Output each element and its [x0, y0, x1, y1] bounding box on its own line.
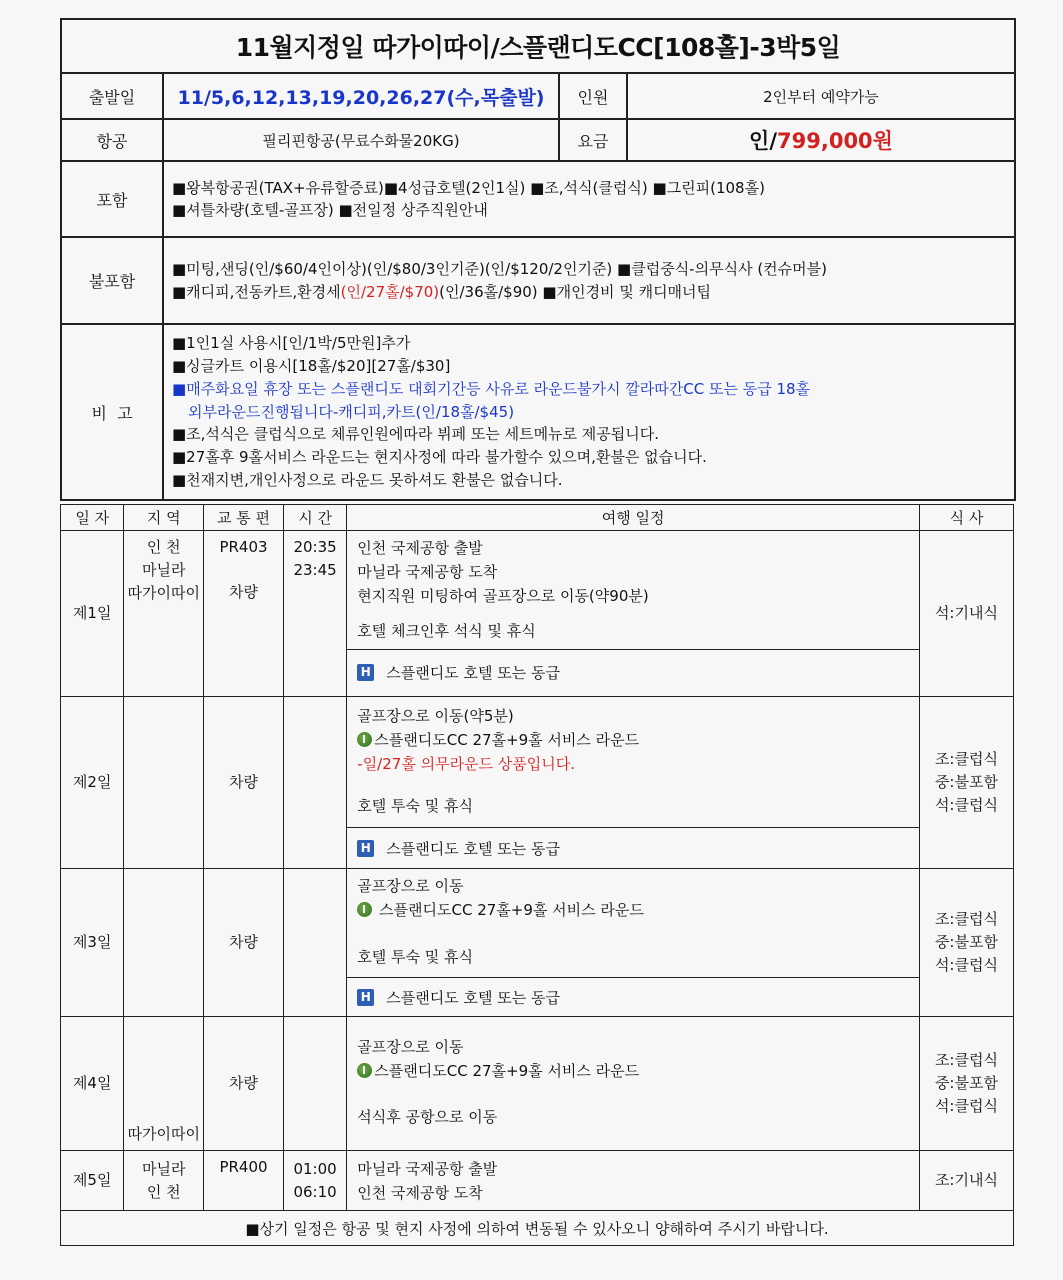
- time: 06:10: [293, 1182, 337, 1201]
- price: [627, 119, 1015, 161]
- itinerary-line: 호텔 투숙 및 휴식: [357, 797, 474, 815]
- included-items: [163, 161, 1015, 237]
- hotel-name: 스플랜디도 호텔 또는 동급: [386, 839, 560, 858]
- fee-label: 요금: [559, 119, 627, 161]
- region: 따가이따이: [127, 584, 200, 602]
- day-label: 제5일: [61, 1151, 124, 1211]
- time-cell: [283, 697, 346, 869]
- meal: 중:불포함: [934, 1074, 998, 1092]
- hotel-icon: H: [357, 989, 374, 1006]
- itinerary-line: 석식후 공항으로 이동: [357, 1108, 498, 1126]
- itinerary-line: [347, 898, 919, 922]
- meal: 조:기내식: [934, 1171, 998, 1189]
- transport: 차량: [229, 583, 258, 601]
- transport-cell: [204, 869, 284, 1017]
- departure-dates: 11/5,6,12,13,19,20,26,27(수,목출발): [163, 73, 559, 119]
- flight-number: PR400: [219, 1158, 268, 1176]
- region-cell: [124, 531, 204, 697]
- golf-round-text: 스플랜디도CC 27홀+9홀 서비스 라운드: [374, 1062, 640, 1080]
- page-title: 11월지정일 따가이따이/스플랜디도CC[108홀]-3박5일: [61, 19, 1015, 73]
- region-cell: [124, 697, 204, 869]
- hotel-icon: H: [357, 664, 374, 681]
- hotel-line: [347, 977, 919, 1016]
- itinerary-cell: [347, 1017, 920, 1151]
- remark-line: ■조,석식은 클럽식으로 체류인원에따라 뷔페 또는 세트메뉴로 제공됩니다.: [172, 425, 660, 444]
- header-transport: 교 통 편: [204, 505, 284, 531]
- region-cell: [124, 1151, 204, 1211]
- meal: 석:기내식: [934, 604, 998, 622]
- schedule-table: [60, 504, 1014, 1246]
- region: 마닐라: [142, 561, 186, 579]
- remarks-items: [163, 324, 1015, 500]
- golf-icon: [357, 1063, 372, 1078]
- excluded-fee-red: (인/27홀/$70): [340, 282, 440, 301]
- remark-bullet: ■: [172, 379, 187, 398]
- day-label: 제2일: [61, 697, 124, 869]
- itinerary-line: 호텔 체크인후 석식 및 휴식: [357, 622, 536, 640]
- time-cell: [283, 1151, 346, 1211]
- airline-label: 항공: [61, 119, 163, 161]
- itinerary-line: 마닐라 국제공항 도착: [357, 563, 498, 581]
- people-value: 2인부터 예약가능: [627, 73, 1015, 119]
- transport-cell: [204, 1151, 284, 1211]
- excluded-line: ■미팅,샌딩(인/$60/4인이상)(인/$80/3인기준)(인/$120/2인기준) ■클럽중식-의무식사 (컨슈머블): [172, 260, 827, 278]
- meal: 석:클럽식: [934, 796, 998, 814]
- meal: 중:불포함: [934, 933, 998, 951]
- time: 20:35: [293, 538, 337, 556]
- info-table: [60, 18, 1016, 501]
- golf-icon: [357, 902, 372, 917]
- region-cell: [124, 869, 204, 1017]
- header-itinerary: 여행 일정: [347, 505, 920, 531]
- time: 23:45: [293, 561, 337, 579]
- transport-cell: [204, 1017, 284, 1151]
- itinerary-cell: [347, 531, 920, 697]
- remark-line: ■27홀후 9홀서비스 라운드는 현지사정에 따라 불가할수 있으며,환불은 없습니다.: [172, 448, 707, 467]
- excluded-text: (인/36홀/$90) ■개인경비 및 캐디매너팁: [439, 282, 712, 301]
- itinerary-cell: [347, 1151, 920, 1211]
- transport: 차량: [229, 773, 258, 791]
- excluded-items: [163, 237, 1015, 324]
- time-cell: [283, 1017, 346, 1151]
- itinerary-line: 현지직원 미팅하여 골프장으로 이동(약90분): [357, 587, 649, 605]
- header-region: 지 역: [124, 505, 204, 531]
- remarks-label: 비 고: [61, 324, 163, 500]
- day-label: 제3일: [61, 869, 124, 1017]
- header-meal: 식 사: [919, 505, 1013, 531]
- time: 01:00: [293, 1159, 337, 1178]
- itinerary-line: 호텔 투숙 및 휴식: [357, 948, 474, 966]
- golf-round-text: 스플랜디도CC 27홀+9홀 서비스 라운드: [374, 731, 640, 749]
- remark-line: ■싱글카트 이용시[18홀/$20][27홀/$30]: [172, 357, 451, 375]
- hotel-icon: H: [357, 840, 374, 857]
- itinerary-note-red: -일/27홀 의무라운드 상품입니다.: [357, 755, 576, 773]
- itinerary-line: 골프장으로 이동: [357, 877, 464, 895]
- transport: 차량: [229, 933, 258, 951]
- excluded-line: [172, 281, 1006, 304]
- itinerary-line: 골프장으로 이동: [357, 1038, 464, 1056]
- meal-cell: [919, 1017, 1013, 1151]
- footer-note: ■상기 일정은 항공 및 현지 사정에 의하여 변동될 수 있사오니 양해하여 주시기 바랍니다.: [61, 1211, 1014, 1246]
- region-cell: [124, 1017, 204, 1151]
- time-cell: [283, 869, 346, 1017]
- itinerary-line: 마닐라 국제공항 출발: [357, 1159, 498, 1178]
- golf-icon: [357, 732, 372, 747]
- excluded-text: ■캐디피,전동카트,환경세: [172, 282, 341, 301]
- region: 인 천: [146, 538, 181, 556]
- remark-line-blue: [172, 378, 1006, 401]
- hotel-name: 스플랜디도 호텔 또는 동급: [386, 988, 560, 1007]
- meal: 조:클럽식: [934, 1051, 998, 1069]
- hotel-line: [347, 649, 919, 694]
- region: 마닐라: [142, 1159, 186, 1178]
- hotel-name: 스플랜디도 호텔 또는 동급: [386, 663, 560, 682]
- golf-round-text: 스플랜디도CC 27홀+9홀 서비스 라운드: [374, 901, 644, 919]
- day-row: [61, 1151, 1014, 1211]
- included-label: 포함: [61, 161, 163, 237]
- meal-cell: [919, 1151, 1013, 1211]
- price-prefix: 인/: [749, 129, 778, 153]
- itinerary-cell: [347, 697, 920, 869]
- departure-label: 출발일: [61, 73, 163, 119]
- day-row: [61, 531, 1014, 697]
- header-day: 일 자: [61, 505, 124, 531]
- meal: 조:클럽식: [934, 750, 998, 768]
- itinerary-cell: [347, 869, 920, 1017]
- day-row: [61, 697, 1014, 869]
- region: 인 천: [146, 1182, 181, 1201]
- time-cell: [283, 531, 346, 697]
- day-label: 제1일: [61, 531, 124, 697]
- flight-number: PR403: [219, 538, 268, 556]
- region: 따가이따이: [127, 1125, 200, 1143]
- hotel-line: [347, 827, 919, 868]
- day-row: [61, 869, 1014, 1017]
- meal: 중:불포함: [934, 773, 998, 791]
- day-label: 제4일: [61, 1017, 124, 1151]
- meal: 석:클럽식: [934, 1097, 998, 1115]
- header-time: 시 간: [283, 505, 346, 531]
- itinerary-line: 인천 국제공항 도착: [357, 1183, 483, 1202]
- price-amount: 799,000원: [777, 129, 893, 153]
- transport-cell: [204, 697, 284, 869]
- itinerary-line: 인천 국제공항 출발: [357, 539, 483, 557]
- people-label: 인원: [559, 73, 627, 119]
- remark-line-blue: 외부라운드진행됩니다-캐디피,카트(인/18홀/$45): [188, 402, 515, 421]
- included-line: ■셔틀차량(호텔-골프장) ■전일정 상주직원안내: [172, 201, 488, 219]
- remark-text: 매주화요일 휴장 또는 스플랜디도 대회기간등 사유로 라운드불가시 깔라따간CC 또는 동급 18홀: [186, 379, 811, 398]
- remark-line: ■천재지변,개인사정으로 라운드 못하셔도 환불은 없습니다.: [172, 470, 563, 489]
- transport-cell: [204, 531, 284, 697]
- itinerary-line: 골프장으로 이동(약5분): [357, 707, 514, 725]
- transport: 차량: [229, 1074, 258, 1092]
- excluded-label: 불포함: [61, 237, 163, 324]
- meal-cell: [919, 869, 1013, 1017]
- remark-line: ■1인1실 사용시[인/1박/5만원]추가: [172, 334, 411, 353]
- airline-value: 필리핀항공(무료수화물20KG): [163, 119, 559, 161]
- itinerary-line: [347, 1059, 919, 1083]
- itinerary-line: [347, 728, 919, 752]
- included-line: ■왕복항공권(TAX+유류할증료)■4성급호텔(2인1실) ■조,석식(클럽식) ■그린피(108홀): [172, 178, 765, 197]
- meal-cell: [919, 531, 1013, 697]
- meal: 조:클럽식: [934, 910, 998, 928]
- meal-cell: [919, 697, 1013, 869]
- meal: 석:클럽식: [934, 956, 998, 974]
- day-row: [61, 1017, 1014, 1151]
